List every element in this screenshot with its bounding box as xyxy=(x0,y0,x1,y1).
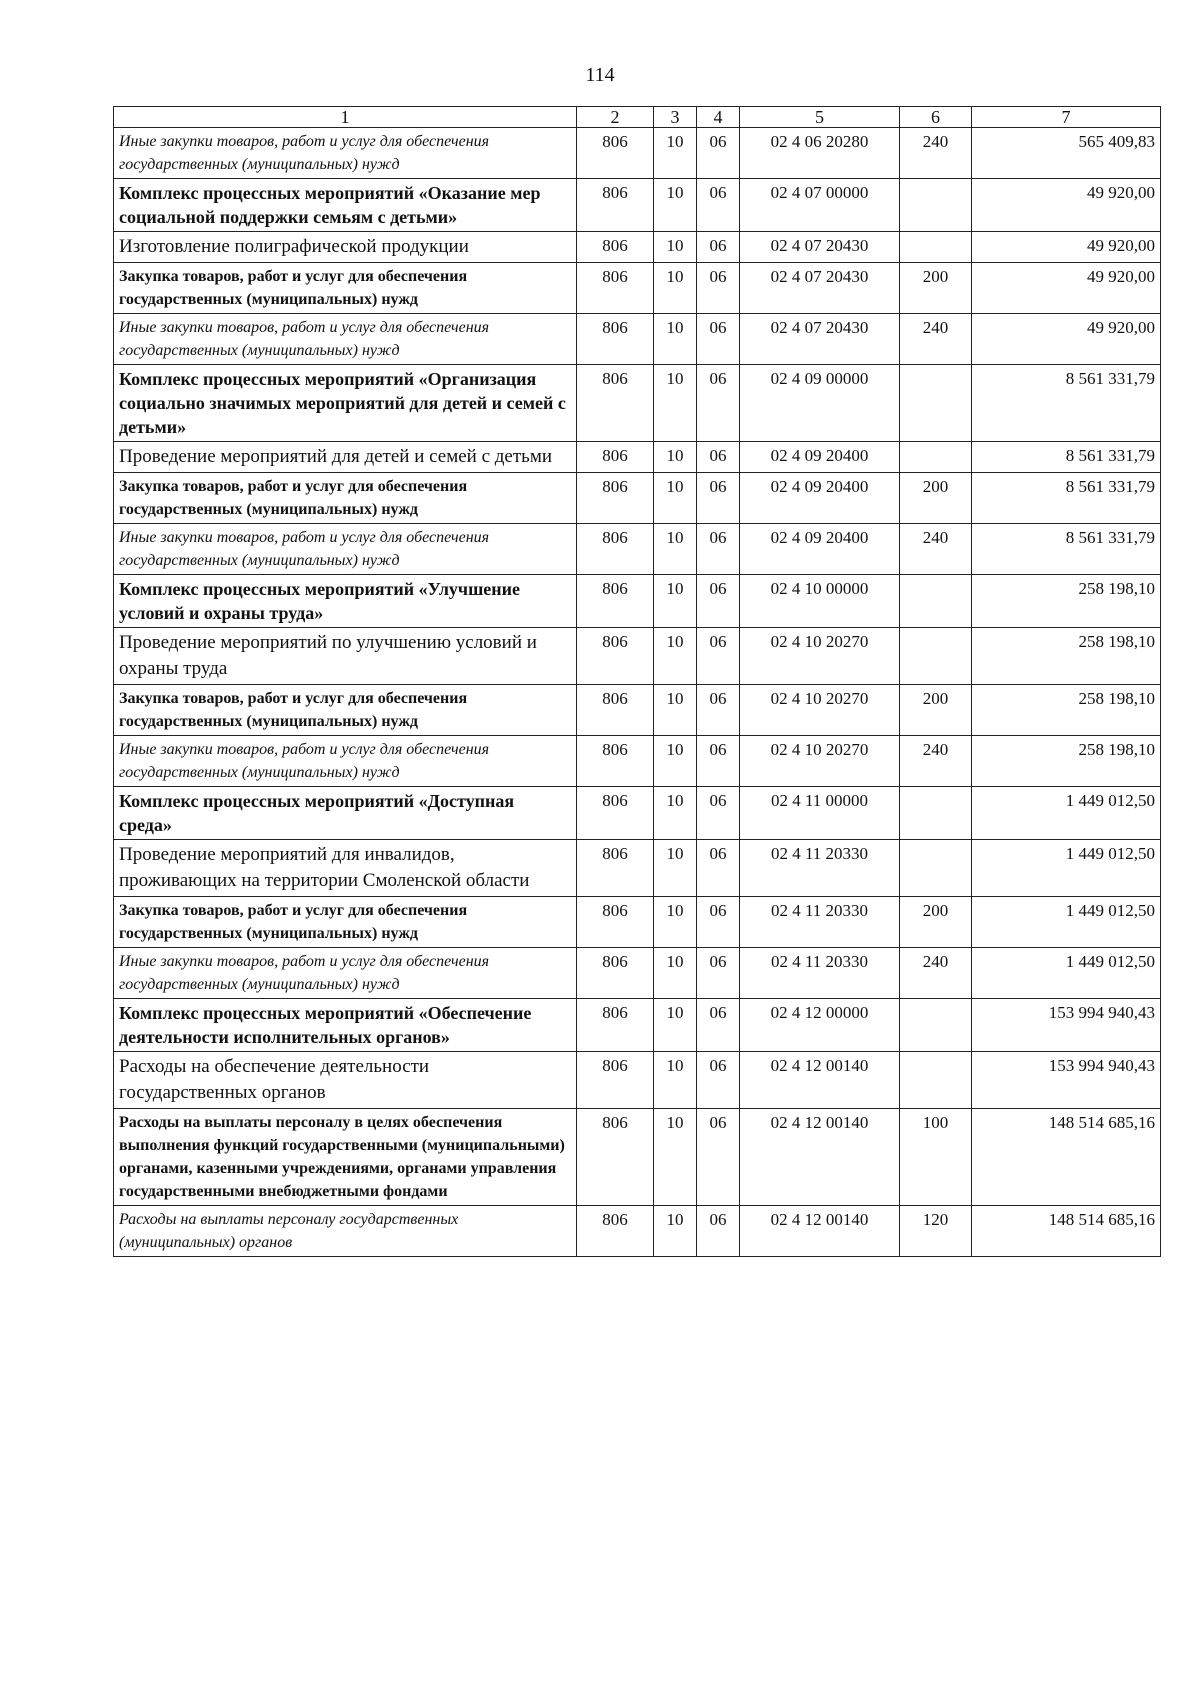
cell-amount: 1 449 012,50 xyxy=(972,948,1161,999)
cell-target-article: 02 4 09 20400 xyxy=(740,524,900,575)
cell-item-name: Комплекс процессных мероприятий «Оказание мер социальной поддержки семьям с детьми» xyxy=(114,179,577,232)
cell-expense-type xyxy=(900,575,972,628)
table-row xyxy=(114,736,1161,787)
cell-subsection-code: 06 xyxy=(697,575,740,628)
cell-item-name: Проведение мероприятий по улучшению условий и охраны труда xyxy=(114,628,577,685)
cell-expense-type: 240 xyxy=(900,128,972,179)
cell-department-code: 806 xyxy=(577,1206,654,1257)
cell-amount: 148 514 685,16 xyxy=(972,1206,1161,1257)
table-row xyxy=(114,365,1161,442)
cell-target-article: 02 4 12 00140 xyxy=(740,1206,900,1257)
cell-target-article: 02 4 11 20330 xyxy=(740,897,900,948)
cell-expense-type xyxy=(900,1052,972,1109)
cell-amount: 1 449 012,50 xyxy=(972,840,1161,897)
cell-item-name: Расходы на выплаты персоналу в целях обеспечения выполнения функций государственными (муниципальными) органами, казенными учреждениями, органами управления государственными внебюджетными фондами xyxy=(114,1109,577,1206)
cell-item-name: Закупка товаров, работ и услуг для обеспечения государственных (муниципальных) нужд xyxy=(114,685,577,736)
cell-section-code: 10 xyxy=(654,524,697,575)
cell-department-code: 806 xyxy=(577,314,654,365)
cell-expense-type xyxy=(900,840,972,897)
cell-section-code: 10 xyxy=(654,365,697,442)
cell-target-article: 02 4 12 00140 xyxy=(740,1109,900,1206)
cell-subsection-code: 06 xyxy=(697,365,740,442)
table-row xyxy=(114,685,1161,736)
cell-amount: 49 920,00 xyxy=(972,179,1161,232)
cell-expense-type: 200 xyxy=(900,685,972,736)
cell-section-code: 10 xyxy=(654,787,697,840)
cell-item-name: Иные закупки товаров, работ и услуг для обеспечения государственных (муниципальных) нужд xyxy=(114,314,577,365)
column-header-6: 6 xyxy=(900,107,972,128)
cell-item-name: Закупка товаров, работ и услуг для обеспечения государственных (муниципальных) нужд xyxy=(114,473,577,524)
table-row xyxy=(114,1109,1161,1206)
cell-subsection-code: 06 xyxy=(697,736,740,787)
cell-department-code: 806 xyxy=(577,263,654,314)
cell-expense-type xyxy=(900,365,972,442)
cell-expense-type xyxy=(900,179,972,232)
cell-subsection-code: 06 xyxy=(697,442,740,473)
column-number-row xyxy=(114,107,1161,128)
cell-department-code: 806 xyxy=(577,365,654,442)
table-row xyxy=(114,314,1161,365)
cell-department-code: 806 xyxy=(577,1109,654,1206)
cell-amount: 8 561 331,79 xyxy=(972,473,1161,524)
cell-section-code: 10 xyxy=(654,1206,697,1257)
cell-subsection-code: 06 xyxy=(697,314,740,365)
table-row xyxy=(114,999,1161,1052)
cell-item-name: Закупка товаров, работ и услуг для обеспечения государственных (муниципальных) нужд xyxy=(114,897,577,948)
cell-section-code: 10 xyxy=(654,575,697,628)
cell-department-code: 806 xyxy=(577,628,654,685)
table-row xyxy=(114,263,1161,314)
cell-item-name: Иные закупки товаров, работ и услуг для обеспечения государственных (муниципальных) нужд xyxy=(114,948,577,999)
cell-amount: 153 994 940,43 xyxy=(972,999,1161,1052)
cell-item-name: Проведение мероприятий для инвалидов, проживающих на территории Смоленской области xyxy=(114,840,577,897)
cell-department-code: 806 xyxy=(577,787,654,840)
cell-target-article: 02 4 10 00000 xyxy=(740,575,900,628)
cell-target-article: 02 4 10 20270 xyxy=(740,685,900,736)
cell-amount: 258 198,10 xyxy=(972,575,1161,628)
column-header-5: 5 xyxy=(740,107,900,128)
cell-amount: 49 920,00 xyxy=(972,263,1161,314)
cell-expense-type xyxy=(900,442,972,473)
cell-section-code: 10 xyxy=(654,263,697,314)
cell-section-code: 10 xyxy=(654,1052,697,1109)
cell-department-code: 806 xyxy=(577,948,654,999)
cell-section-code: 10 xyxy=(654,628,697,685)
table-row xyxy=(114,840,1161,897)
column-header-2: 2 xyxy=(577,107,654,128)
cell-expense-type: 240 xyxy=(900,524,972,575)
column-header-3: 3 xyxy=(654,107,697,128)
table-row xyxy=(114,473,1161,524)
cell-subsection-code: 06 xyxy=(697,840,740,897)
cell-item-name: Комплекс процессных мероприятий «Организация социально значимых мероприятий для детей и семей с детьми» xyxy=(114,365,577,442)
cell-target-article: 02 4 11 20330 xyxy=(740,840,900,897)
cell-department-code: 806 xyxy=(577,128,654,179)
cell-expense-type: 200 xyxy=(900,263,972,314)
cell-target-article: 02 4 09 20400 xyxy=(740,473,900,524)
cell-subsection-code: 06 xyxy=(697,685,740,736)
cell-subsection-code: 06 xyxy=(697,1052,740,1109)
cell-subsection-code: 06 xyxy=(697,524,740,575)
cell-department-code: 806 xyxy=(577,1052,654,1109)
cell-target-article: 02 4 09 00000 xyxy=(740,365,900,442)
cell-target-article: 02 4 11 00000 xyxy=(740,787,900,840)
cell-section-code: 10 xyxy=(654,1109,697,1206)
cell-expense-type: 120 xyxy=(900,1206,972,1257)
cell-expense-type xyxy=(900,787,972,840)
table-row xyxy=(114,575,1161,628)
cell-item-name: Иные закупки товаров, работ и услуг для обеспечения государственных (муниципальных) нужд xyxy=(114,736,577,787)
table-row xyxy=(114,1206,1161,1257)
cell-amount: 153 994 940,43 xyxy=(972,1052,1161,1109)
cell-amount: 8 561 331,79 xyxy=(972,365,1161,442)
cell-item-name: Комплекс процессных мероприятий «Обеспечение деятельности исполнительных органов» xyxy=(114,999,577,1052)
cell-section-code: 10 xyxy=(654,314,697,365)
cell-section-code: 10 xyxy=(654,840,697,897)
table-row xyxy=(114,948,1161,999)
cell-target-article: 02 4 06 20280 xyxy=(740,128,900,179)
cell-subsection-code: 06 xyxy=(697,263,740,314)
table-row xyxy=(114,442,1161,473)
table-row xyxy=(114,232,1161,263)
budget-table xyxy=(113,106,1161,1257)
cell-amount: 49 920,00 xyxy=(972,232,1161,263)
cell-department-code: 806 xyxy=(577,524,654,575)
cell-section-code: 10 xyxy=(654,442,697,473)
cell-amount: 1 449 012,50 xyxy=(972,897,1161,948)
table-row xyxy=(114,1052,1161,1109)
cell-target-article: 02 4 07 20430 xyxy=(740,314,900,365)
cell-item-name: Иные закупки товаров, работ и услуг для обеспечения государственных (муниципальных) нужд xyxy=(114,524,577,575)
cell-item-name: Расходы на обеспечение деятельности государственных органов xyxy=(114,1052,577,1109)
cell-expense-type xyxy=(900,628,972,685)
cell-target-article: 02 4 12 00140 xyxy=(740,1052,900,1109)
cell-expense-type: 100 xyxy=(900,1109,972,1206)
cell-target-article: 02 4 07 00000 xyxy=(740,179,900,232)
cell-subsection-code: 06 xyxy=(697,179,740,232)
cell-item-name: Иные закупки товаров, работ и услуг для обеспечения государственных (муниципальных) нужд xyxy=(114,128,577,179)
cell-subsection-code: 06 xyxy=(697,232,740,263)
page-number: 114 xyxy=(585,64,615,86)
cell-department-code: 806 xyxy=(577,840,654,897)
cell-item-name: Комплекс процессных мероприятий «Улучшение условий и охраны труда» xyxy=(114,575,577,628)
cell-amount: 258 198,10 xyxy=(972,736,1161,787)
table-row xyxy=(114,628,1161,685)
cell-target-article: 02 4 07 20430 xyxy=(740,263,900,314)
cell-expense-type: 200 xyxy=(900,473,972,524)
cell-department-code: 806 xyxy=(577,473,654,524)
column-header-4: 4 xyxy=(697,107,740,128)
cell-subsection-code: 06 xyxy=(697,628,740,685)
cell-item-name: Закупка товаров, работ и услуг для обеспечения государственных (муниципальных) нужд xyxy=(114,263,577,314)
table-row xyxy=(114,128,1161,179)
cell-amount: 8 561 331,79 xyxy=(972,524,1161,575)
column-header-1: 1 xyxy=(114,107,577,128)
cell-expense-type: 240 xyxy=(900,736,972,787)
cell-section-code: 10 xyxy=(654,948,697,999)
cell-subsection-code: 06 xyxy=(697,473,740,524)
cell-item-name: Расходы на выплаты персоналу государственных (муниципальных) органов xyxy=(114,1206,577,1257)
cell-subsection-code: 06 xyxy=(697,948,740,999)
cell-amount: 49 920,00 xyxy=(972,314,1161,365)
cell-subsection-code: 06 xyxy=(697,897,740,948)
cell-amount: 8 561 331,79 xyxy=(972,442,1161,473)
cell-subsection-code: 06 xyxy=(697,128,740,179)
cell-department-code: 806 xyxy=(577,232,654,263)
cell-subsection-code: 06 xyxy=(697,1109,740,1206)
cell-subsection-code: 06 xyxy=(697,1206,740,1257)
cell-section-code: 10 xyxy=(654,473,697,524)
cell-section-code: 10 xyxy=(654,128,697,179)
column-header-7: 7 xyxy=(972,107,1161,128)
cell-department-code: 806 xyxy=(577,442,654,473)
cell-amount: 258 198,10 xyxy=(972,628,1161,685)
cell-section-code: 10 xyxy=(654,736,697,787)
cell-section-code: 10 xyxy=(654,685,697,736)
table-row xyxy=(114,897,1161,948)
cell-amount: 1 449 012,50 xyxy=(972,787,1161,840)
cell-expense-type: 200 xyxy=(900,897,972,948)
cell-target-article: 02 4 10 20270 xyxy=(740,736,900,787)
cell-section-code: 10 xyxy=(654,999,697,1052)
cell-target-article: 02 4 11 20330 xyxy=(740,948,900,999)
table-row xyxy=(114,524,1161,575)
cell-item-name: Проведение мероприятий для детей и семей с детьми xyxy=(114,442,577,473)
cell-amount: 258 198,10 xyxy=(972,685,1161,736)
cell-item-name: Комплекс процессных мероприятий «Доступная среда» xyxy=(114,787,577,840)
table-row xyxy=(114,179,1161,232)
cell-section-code: 10 xyxy=(654,897,697,948)
cell-department-code: 806 xyxy=(577,999,654,1052)
cell-amount: 148 514 685,16 xyxy=(972,1109,1161,1206)
cell-department-code: 806 xyxy=(577,736,654,787)
table-row xyxy=(114,787,1161,840)
cell-target-article: 02 4 12 00000 xyxy=(740,999,900,1052)
cell-item-name: Изготовление полиграфической продукции xyxy=(114,232,577,263)
cell-target-article: 02 4 07 20430 xyxy=(740,232,900,263)
cell-department-code: 806 xyxy=(577,179,654,232)
cell-department-code: 806 xyxy=(577,575,654,628)
cell-section-code: 10 xyxy=(654,179,697,232)
cell-target-article: 02 4 09 20400 xyxy=(740,442,900,473)
cell-expense-type: 240 xyxy=(900,948,972,999)
cell-expense-type xyxy=(900,999,972,1052)
cell-amount: 565 409,83 xyxy=(972,128,1161,179)
cell-expense-type: 240 xyxy=(900,314,972,365)
cell-target-article: 02 4 10 20270 xyxy=(740,628,900,685)
cell-expense-type xyxy=(900,232,972,263)
cell-department-code: 806 xyxy=(577,685,654,736)
cell-department-code: 806 xyxy=(577,897,654,948)
cell-subsection-code: 06 xyxy=(697,787,740,840)
cell-subsection-code: 06 xyxy=(697,999,740,1052)
cell-section-code: 10 xyxy=(654,232,697,263)
